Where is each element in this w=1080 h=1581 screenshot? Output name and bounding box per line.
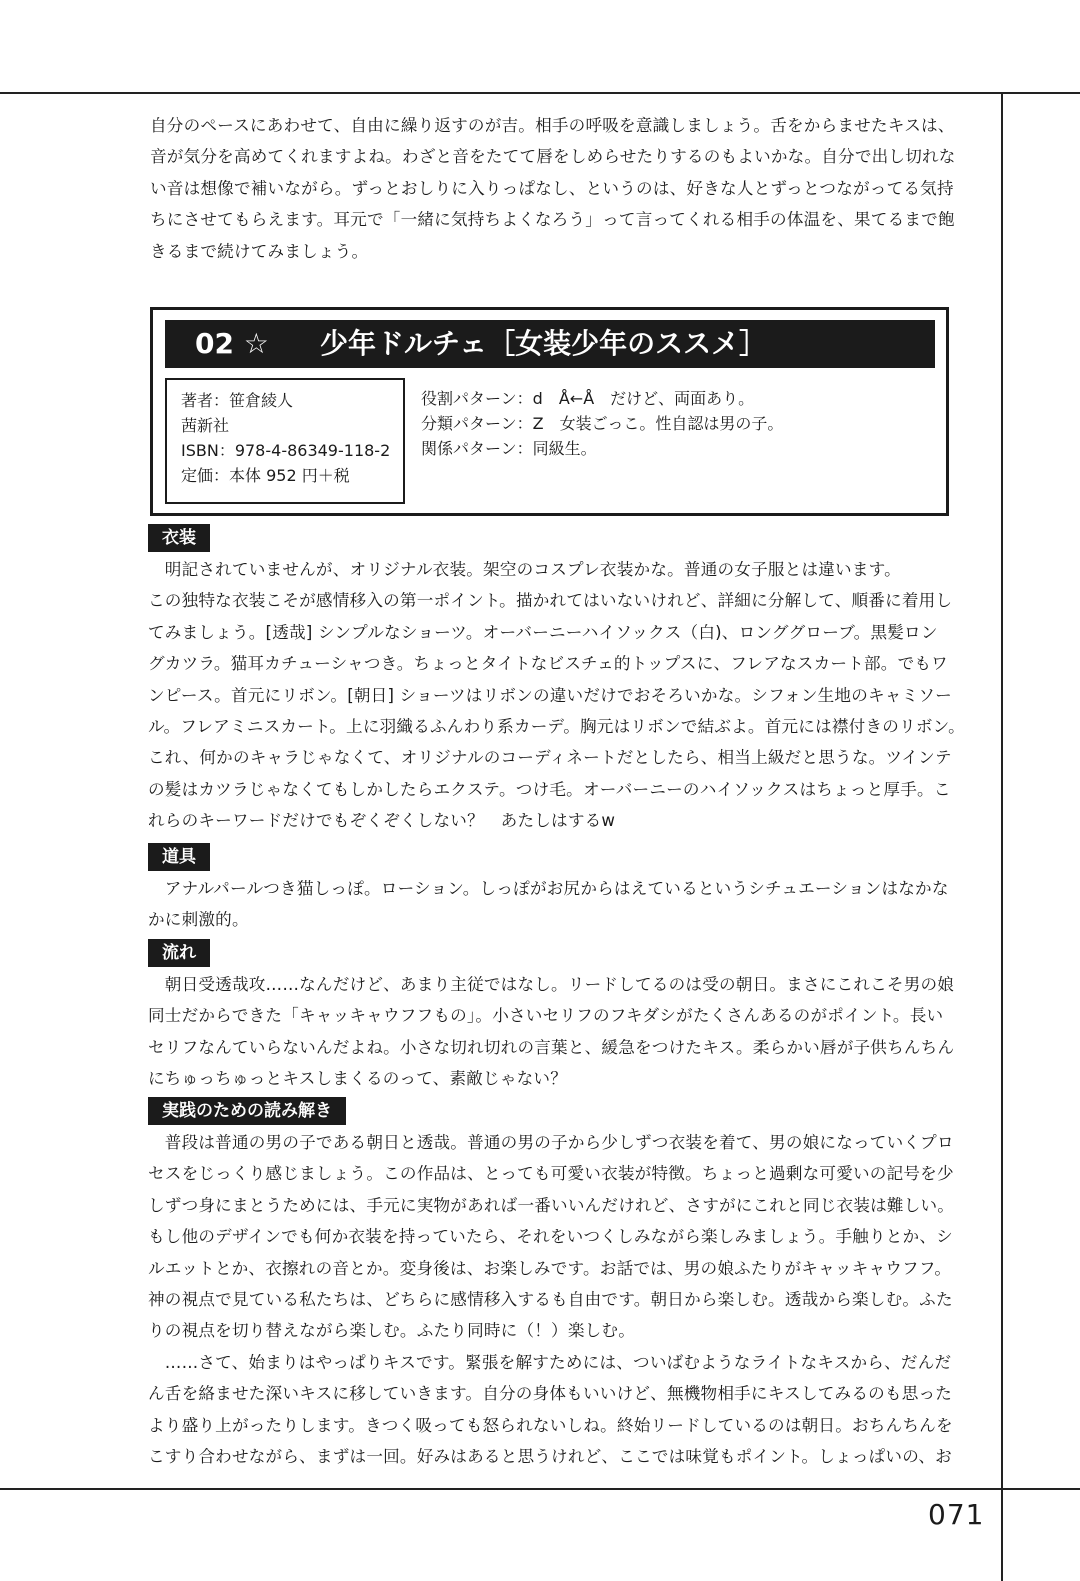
section-line: アナルパールつき猫しっぽ。ローション。しっぽがお尻からはえているというシチュエーションはなかな — [148, 879, 949, 898]
section-line: かに刺激的。 — [148, 910, 249, 930]
intro-line: い音は想像で補いながら。ずっとおしりに入りっぱなし、というのは、好きな人とずっとつながってる気持 — [150, 178, 954, 198]
intro-line: 自分のペースにあわせて、自由に繰り返すのが吉。相手の呼吸を意識しましょう。舌をからませたキスは、 — [150, 116, 955, 135]
section-line: セリフなんていらないんだよね。小さな切れ切れの言葉と、緩急をつけたキス。柔らかい唇が子供ちんちん — [148, 1037, 955, 1057]
page-number: 071 — [928, 1498, 985, 1531]
intro-paragraph — [150, 110, 970, 267]
category-pattern: 分類パターン：Z 女装ごっこ。性自認は男の子。 — [421, 414, 784, 433]
entry-title-bar — [165, 320, 935, 368]
section-practice — [148, 1097, 970, 1472]
section-line: 同士だからできた「キャッキャウフフもの」。小さいセリフのフキダシがたくさんあるのがポイント。長い — [148, 1006, 944, 1026]
entry-box — [150, 307, 949, 516]
section-line: この独特な衣装こそが感情移入の第一ポイント。描かれてはいないけれど、詳細に分解して、順番に着用し — [148, 591, 953, 611]
right-margin-rule — [1001, 92, 1003, 1581]
intro-line: きるまで続けてみましょう。 — [150, 241, 369, 261]
book-price: 定価：本体 952 円＋税 — [181, 466, 350, 485]
book-author: 著者：笹倉綾人 — [181, 391, 294, 410]
intro-line: ちにさせてもらえます。耳元で「一緒に気持ちよくなろう」って言ってくれる相手の体温を、果てるまで飽 — [150, 210, 955, 230]
section-line: ンピース。首元にリボン。[朝日] ショーツはリボンの違いだけでおそろいかな。シフォン生地のキャミソー — [148, 685, 952, 705]
section-tools — [148, 843, 970, 936]
section-costume — [148, 524, 970, 837]
role-pattern: 役割パターン：d Å←Å だけど、両面あり。 — [421, 389, 755, 408]
section-line: しずつ身にまとうためには、手元に実物があれば一番いいんだけれど、さすがにこれと同じ衣装は難しい。 — [148, 1195, 955, 1215]
section-line: てみましょう。[透哉] シンプルなショーツ。オーバーニーハイソックス（白)、ロンググローブ。黒髪ロン — [148, 622, 938, 642]
book-isbn: ISBN：978-4-86349-118-2 — [181, 441, 391, 460]
section-line: こすり合わせながら、まずは一回。好みはあると思うけれど、ここでは味覚もポイント。しょっぱいの、お — [148, 1447, 952, 1467]
section-line: もし他のデザインでも何か衣装を持っていたら、それをいつくしみながら楽しみましょう。手触りとか、シ — [148, 1227, 953, 1247]
section-line: ん舌を絡ませた深いキスに移していきます。自分の身体もいいけど、無機物相手にキスしてみるのも思った — [148, 1384, 953, 1404]
section-line: ル。フレアミニスカート。上に羽織るふんわり系カーデ。胸元はリボンで結ぶよ。首元には襟付きのリボン。 — [148, 717, 965, 737]
bottom-rule — [0, 1488, 1080, 1490]
top-rule — [0, 92, 1080, 94]
entry-number: 02 ☆ — [195, 327, 269, 360]
section-line: これ、何かのキャラじゃなくて、オリジナルのコーディネートだとしたら、相当上級だと思うな。ツインテ — [148, 748, 952, 768]
section-label: 実践のための読み解き — [148, 1097, 346, 1125]
section-line: にちゅっちゅっとキスしまくるのって、素敵じゃない？ — [148, 1069, 568, 1089]
section-line: りの視点を切り替えながら楽しむ。ふたり同時に（！）楽しむ。 — [148, 1321, 636, 1341]
section-line: ……さて、始まりはやっぱりキスです。緊張を解すためには、ついばむようなライトなキスから、だんだ — [148, 1352, 952, 1372]
section-line: グカツラ。猫耳カチューシャつき。ちょっとタイトなビスチェ的トップスに、フレアなスカート部。でもワ — [148, 654, 948, 674]
section-line: 明記されていませんが、オリジナル衣装。架空のコスプレ衣装かな。普通の女子服とは違います。 — [148, 560, 901, 579]
book-info-box — [165, 378, 405, 504]
section-line: れらのキーワードだけでもぞくぞくしない？ あたしはするw — [148, 811, 616, 831]
book-publisher: 茜新社 — [181, 416, 230, 435]
section-line: セスをじっくり感じましょう。この作品は、とっても可愛い衣装が特徴。ちょっと過剰な可愛いの記号を少 — [148, 1164, 954, 1184]
entry-title: 少年ドルチェ［女装少年のススメ］ — [320, 327, 768, 360]
section-line: の髪はカツラじゃなくてもしかしたらエクステ。つけ毛。オーバーニーのハイソックスはちょっと厚手。こ — [148, 779, 951, 799]
section-line: 神の視点で見ている私たちは、どちらに感情移入するも自由です。朝日から楽しむ。透哉から楽しむ。ふた — [148, 1290, 953, 1310]
section-label: 流れ — [148, 939, 210, 967]
section-line: ルエットとか、衣擦れの音とか。変身後は、お楽しみです。お話では、男の娘ふたりがキャッキャウフフ。 — [148, 1258, 952, 1278]
section-line: 朝日受透哉攻……なんだけど、あまり主従ではなし。リードしてるのは受の朝日。まさにこれこそ男の娘 — [148, 975, 955, 994]
pattern-list — [421, 386, 783, 461]
section-label: 衣装 — [148, 524, 210, 552]
section-line: 普段は普通の男の子である朝日と透哉。普通の男の子から少しずつ衣装を着て、男の娘になっていくプロ — [148, 1133, 954, 1152]
intro-line: 音が気分を高めてくれますよね。わざと音をたてて唇をしめらせたりするのもよいかな。自分で出し切れな — [150, 147, 956, 167]
section-line: より盛り上がったりします。きつく吸っても怒られないしね。終始リードしているのは朝日。おちんちんを — [148, 1415, 953, 1435]
section-label: 道具 — [148, 843, 210, 871]
relation-pattern: 関係パターン：同級生。 — [421, 439, 597, 458]
section-flow — [148, 939, 970, 1095]
